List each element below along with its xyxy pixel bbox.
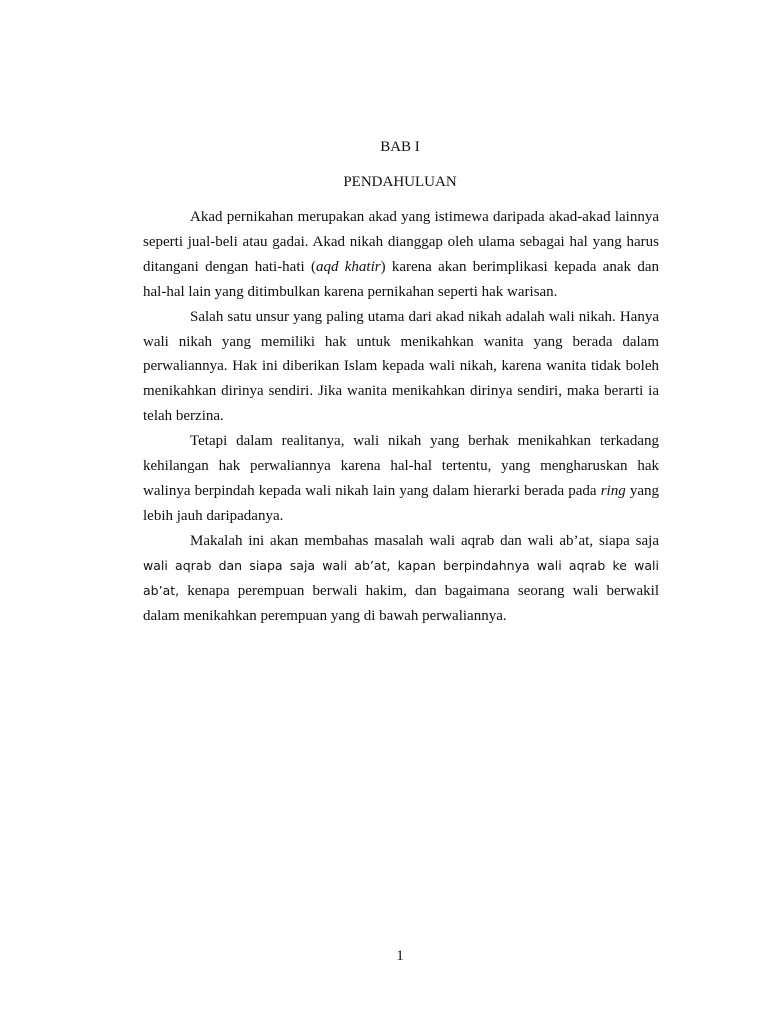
paragraph-3-italic-term: ring <box>600 482 626 499</box>
paragraph-1-text-b: ) karena akan berimplikasi kepada anak dan hal-hal lain yang ditimbulkan karena pernikahan seperti hak warisan. <box>143 258 660 300</box>
chapter-heading: BAB I <box>380 139 420 155</box>
paragraph-4-alt-font-text: wali aqrab dan siapa saja wali ab’at, kapan berpindahnya wali aqrab ke wali ab’at, <box>143 557 659 598</box>
page-number: 1 <box>396 948 404 964</box>
paragraph-3-text-b: yang lebih jauh daripadanya. <box>143 482 659 524</box>
paragraph-2 <box>143 305 659 430</box>
paragraph-4-text-b: kenapa perempuan berwali hakim, dan bagaimana seorang wali berwakil dalam menikahkan perempuan yang di bawah perwaliannya. <box>143 582 659 624</box>
paragraph-3-text-a: Tetapi dalam realitanya, wali nikah yang berhak menikahkan terkadang kehilangan hak perwaliannya karena hal-hal tertentu, yang mengharuskan hak walinya berpindah kepada wali nikah lain yang dalam hierarki berada pada <box>143 433 659 499</box>
paragraph-4 <box>143 529 659 629</box>
paragraph-1 <box>143 205 659 305</box>
paragraph-1-italic-term: aqd khatir <box>315 258 381 275</box>
paragraph-3 <box>143 429 659 529</box>
paragraph-4-text-a: Makalah ini akan membahas masalah wali aqrab dan wali ab’at, siapa saja <box>190 532 659 549</box>
chapter-title: PENDAHULUAN <box>343 174 457 190</box>
paragraph-2-text: Salah satu unsur yang paling utama dari akad nikah adalah wali nikah. Hanya wali nikah yang memiliki hak untuk menikahkan wanita yang berada dalam perwaliannya. Hak ini diberikan Islam kepada wali nikah, karena wanita tidak boleh menikahkan dirinya sendiri. Jika wanita menikahkan dirinya sendiri, maka berarti ia telah berzina. <box>143 308 659 425</box>
body-text <box>143 205 659 628</box>
paragraph-1-text-a: Akad pernikahan merupakan akad yang istimewa daripada akad-akad lainnya seperti jual-beli atau gadai. Akad nikah dianggap oleh ulama sebagai hal yang harus ditangani dengan hati-hati ( <box>143 209 659 275</box>
